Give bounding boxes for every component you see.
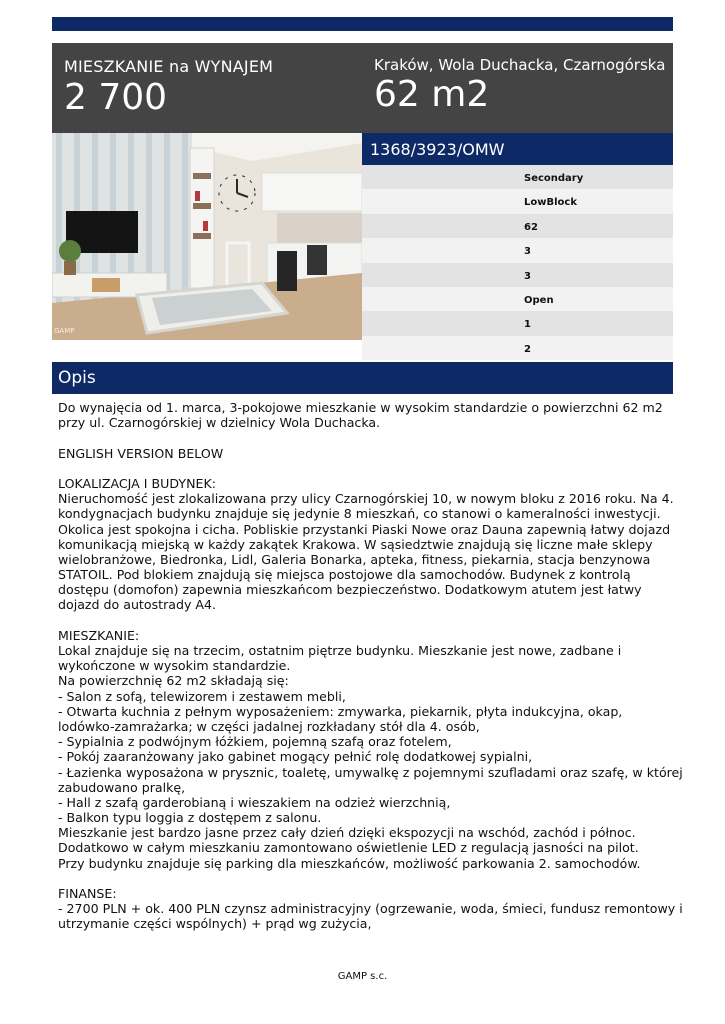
reference-number: 1368/3923/OMW (362, 133, 673, 165)
description-line: - Balkon typu loggia z dostępem z salonu. (58, 810, 322, 826)
description-line: lodówko-zamrażarka; w części jadalnej rozkładany stół dla 4. osób, (58, 718, 480, 734)
property-building-type: LowBlock (362, 189, 673, 213)
apartment-photo (52, 133, 362, 340)
property-rooms: 3 (362, 238, 673, 262)
footer-company: GAMP s.c. (337, 971, 388, 982)
description-line: - 2700 PLN + ok. 400 PLN czynsz administracyjny (ogrzewanie, woda, śmieci, fundusz remontowy i (58, 901, 683, 917)
description-line: - Salon z sofą, telewizorem i zestawem mebli, (58, 688, 346, 704)
description-line: utrzymanie części wspólnych) + prąd wg zużycia, (58, 916, 372, 932)
description-line: MIESZKANIE: (58, 627, 140, 643)
description-line: - Łazienka wyposażona w prysznic, toaletę, umywalkę z pojemnymi szufladami oraz szafę, w której (58, 764, 683, 780)
description-line: zabudowano pralkę, (58, 779, 186, 795)
description-line: przy ul. Czarnogórskiej w dzielnicy Wola Duchacka. (58, 415, 381, 431)
description-line (58, 613, 668, 628)
description-line: dojazd do autostrady A4. (58, 597, 217, 613)
property-floor: 3 (362, 263, 673, 287)
listing-price: 2 700 (64, 77, 168, 118)
description-line: - Sypialnia z podwójnym łóżkiem, pojemną szafą oraz fotelem, (58, 734, 452, 750)
listing-header (52, 43, 673, 133)
description-line: komunikacją miejską w każdy zakątek Krakowa. W sąsiedztwie znajdują się liczne małe sklepy (58, 536, 653, 552)
description-line (58, 461, 668, 476)
property-kitchen: Open (362, 287, 673, 311)
property-area: 62 (362, 214, 673, 238)
description-line (58, 871, 668, 886)
description-text (58, 400, 683, 932)
description-line: FINANSE: (58, 886, 117, 901)
description-line: wielobranżowe, Biedronka, Lidl, Galeria Bonarka, apteka, fitness, piekarnia, stacja benzynowa (58, 551, 651, 567)
description-line: - Hall z szafą garderobianą i wieszakiem na odzież wierzchnią, (58, 794, 451, 810)
section-title-description: Opis (52, 362, 673, 394)
description-line: dostępu (domofon) zapewnia mieszkańcom bezpieczeństwo. Dodatkowym atutem jest łatwy (58, 582, 642, 598)
listing-type: MIESZKANIE na WYNAJEM (64, 57, 274, 76)
description-line: Dodatkowo w całym mieszkaniu zamontowano oświetlenie LED z regulacją jasności na pilot. (58, 840, 639, 856)
property-balconies: 2 (362, 336, 673, 360)
description-line: Okolica jest spokojna i cicha. Pobliskie przystanki Piaski Nowe oraz Dauna zapewnią łatwy dojazd (58, 521, 671, 537)
property-bathrooms: 1 (362, 311, 673, 335)
description-line: wykończone w wysokim standardzie. (58, 658, 291, 674)
top-accent-bar (52, 17, 673, 31)
description-line: Na powierzchnię 62 m2 składają się: (58, 673, 289, 689)
description-line: kondygnacjach budynku znajduje się jedynie 8 mieszkań, co stanowi o kameralności inwestycji. (58, 506, 661, 522)
description-line: Nieruchomość jest zlokalizowana przy ulicy Czarnogórskiej 10, w nowym bloku z 2016 roku. Na 4. (58, 491, 674, 507)
description-line: Mieszkanie jest bardzo jasne przez cały dzień dzięki ekspozycji na wschód, zachód i północ. (58, 825, 636, 841)
photo-watermark: GAMP (54, 327, 75, 335)
description-line: - Pokój zaaranżowany jako gabinet mogący pełnić rolę dodatkowej sypialni, (58, 749, 533, 765)
description-line: STATOIL. Pod blokiem znajdują się miejsca postojowe dla samochodów. Budynek z kontrolą (58, 567, 631, 583)
description-line (58, 430, 668, 445)
description-line: Lokal znajduje się na trzecim, ostatnim piętrze budynku. Mieszkanie jest nowe, zadbane i (58, 643, 622, 658)
listing-area: 62 m2 (374, 74, 490, 115)
listing-location: Kraków, Wola Duchacka, Czarnogórska (374, 56, 666, 74)
property-list (362, 165, 673, 360)
description-line: - Otwarta kuchnia z pełnym wyposażeniem: zmywarka, piekarnik, płyta indukcyjna, okap, (58, 703, 623, 719)
description-line: ENGLISH VERSION BELOW (58, 445, 224, 461)
description-line: LOKALIZACJA I BUDYNEK: (58, 475, 216, 491)
description-line: Do wynajęcia od 1. marca, 3-pokojowe mieszkanie w wysokim standardzie o powierzchni 62 m2 (58, 400, 663, 415)
property-market: Secondary (362, 165, 673, 189)
description-line: Przy budynku znajduje się parking dla mieszkańców, możliwość parkowania 2. samochodów. (58, 855, 641, 871)
